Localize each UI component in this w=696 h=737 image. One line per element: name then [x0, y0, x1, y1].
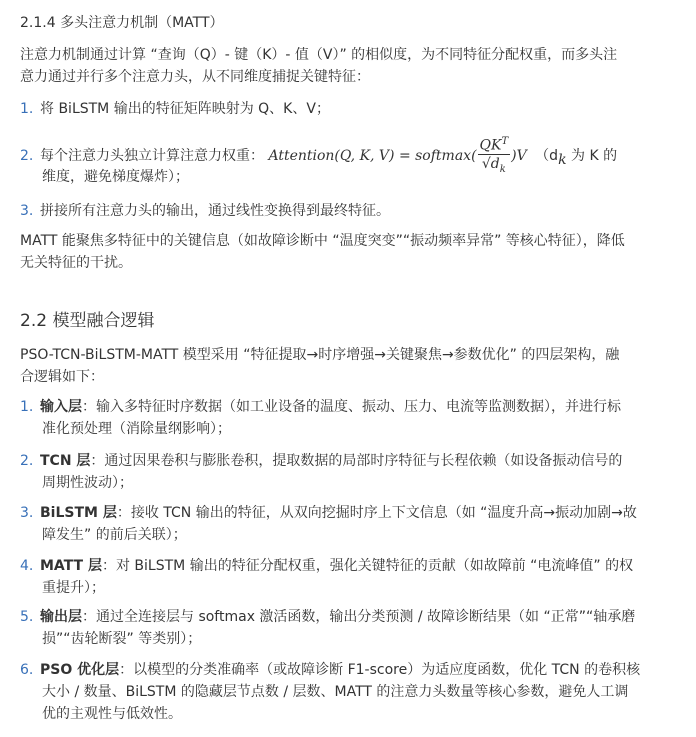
layer-desc: ：通过因果卷积与膨胀卷积，提取数据的局部时序特征与长程依赖（如设备振动信号的	[90, 453, 623, 469]
layer-name: BiLSTM 层	[40, 505, 117, 521]
layer-desc: ：通过全连接层与 softmax 激活函数，输出分类预测 / 故障诊断结果（如 “正常”“轴承磨	[82, 609, 636, 625]
list-number: 2.	[20, 148, 34, 165]
layer-desc: ：以模型的分类准确率（或故障诊断 F1-score）为适应度函数，优化 TCN 的卷积核	[119, 662, 641, 678]
layer-desc-cont: 大小 / 数量、BiLSTM 的隐藏层节点数 / 层数、MATT 的注意力头数量等核心参数，避免人工调	[42, 684, 629, 700]
layer-desc: ：输入多特征时序数据（如工业设备的温度、振动、压力、电流等监测数据），并进行标	[82, 399, 621, 415]
attention-formula: Attention(Q, K, V) = softmax( $\frac{QK^T}{√d_k}$ )V	[268, 136, 527, 175]
list-number: 3.	[20, 505, 34, 521]
layer-desc-cont-2: 优的主观性与低效性。	[42, 706, 182, 722]
dk-note: （$d_k$ 为 K 的	[535, 148, 618, 169]
list-item-1	[20, 98, 682, 120]
layer-name: PSO 优化层	[40, 662, 120, 678]
layer-desc: ：接收 TCN 输出的特征，从双向挖掘时序上下文信息（如 “温度升高→振动加剧→故	[116, 505, 637, 521]
section-heading-2-2: 2.2 模型融合逻辑	[20, 311, 155, 331]
list-number: 1.	[20, 101, 34, 117]
intro-line-1: 注意力机制通过计算 “查询（Q）- 键（K）- 值（V）” 的相似度，为不同特征分配权重，而多头注	[20, 47, 618, 63]
summary-line-2: 无关特征的干扰。	[20, 255, 132, 271]
list-item-text: 拼接所有注意力头的输出，通过线性变换得到最终特征。	[40, 203, 390, 219]
layer-name: 输入层	[40, 399, 82, 415]
list-number: 4.	[20, 558, 34, 574]
layer-item-output	[20, 606, 682, 650]
layer-item-tcn	[20, 450, 682, 494]
list-number: 2.	[20, 453, 34, 469]
layer-desc-cont: 障发生” 的前后关联）；	[42, 527, 187, 543]
layer-desc-cont: 周期性波动）；	[42, 475, 133, 491]
fusion-intro-line-1: PSO-TCN-BiLSTM-MATT 模型采用 “特征提取→时序增强→关键聚焦→参数优化” 的四层架构，融	[20, 347, 620, 363]
list-item-3	[20, 200, 682, 222]
section-heading-2-1-4: 2.1.4 多头注意力机制（MATT）	[20, 15, 224, 31]
list-number: 5.	[20, 609, 34, 625]
layer-desc-cont: 准化预处理（消除量纲影响）；	[42, 421, 231, 437]
layer-item-pso	[20, 659, 682, 725]
layer-name: MATT 层	[40, 558, 102, 574]
list-number: 3.	[20, 203, 34, 219]
layer-item-input	[20, 396, 682, 440]
layer-item-matt	[20, 555, 682, 599]
list-item-continuation: 维度，避免梯度爆炸）；	[42, 169, 189, 185]
layer-desc-cont: 损”“齿轮断裂” 等类别）；	[42, 631, 202, 647]
layer-desc-cont: 重提升）；	[42, 580, 105, 596]
list-number: 6.	[20, 662, 34, 678]
list-item-text: 每个注意力头独立计算注意力权重：	[40, 148, 264, 165]
fusion-intro-paragraph	[20, 344, 680, 388]
fusion-intro-line-2: 合逻辑如下：	[20, 369, 104, 385]
layer-name: TCN 层	[40, 453, 91, 469]
intro-line-2: 意力通过并行多个注意力头，从不同维度捕捉关键特征：	[20, 69, 370, 85]
list-item-2	[20, 134, 682, 188]
matt-summary-paragraph	[20, 230, 680, 274]
layer-item-bilstm	[20, 502, 682, 546]
list-item-text: 将 BiLSTM 输出的特征矩阵映射为 Q、K、V；	[40, 101, 330, 117]
layer-desc: ：对 BiLSTM 输出的特征分配权重，强化关键特征的贡献（如故障前 “电流峰值” 的权	[101, 558, 634, 574]
list-number: 1.	[20, 399, 34, 415]
summary-line-1: MATT 能聚焦多特征中的关键信息（如故障诊断中 “温度突变”“振动频率异常” 等核心特征），降低	[20, 233, 625, 249]
attention-intro-paragraph	[20, 44, 680, 88]
layer-name: 输出层	[40, 609, 82, 625]
